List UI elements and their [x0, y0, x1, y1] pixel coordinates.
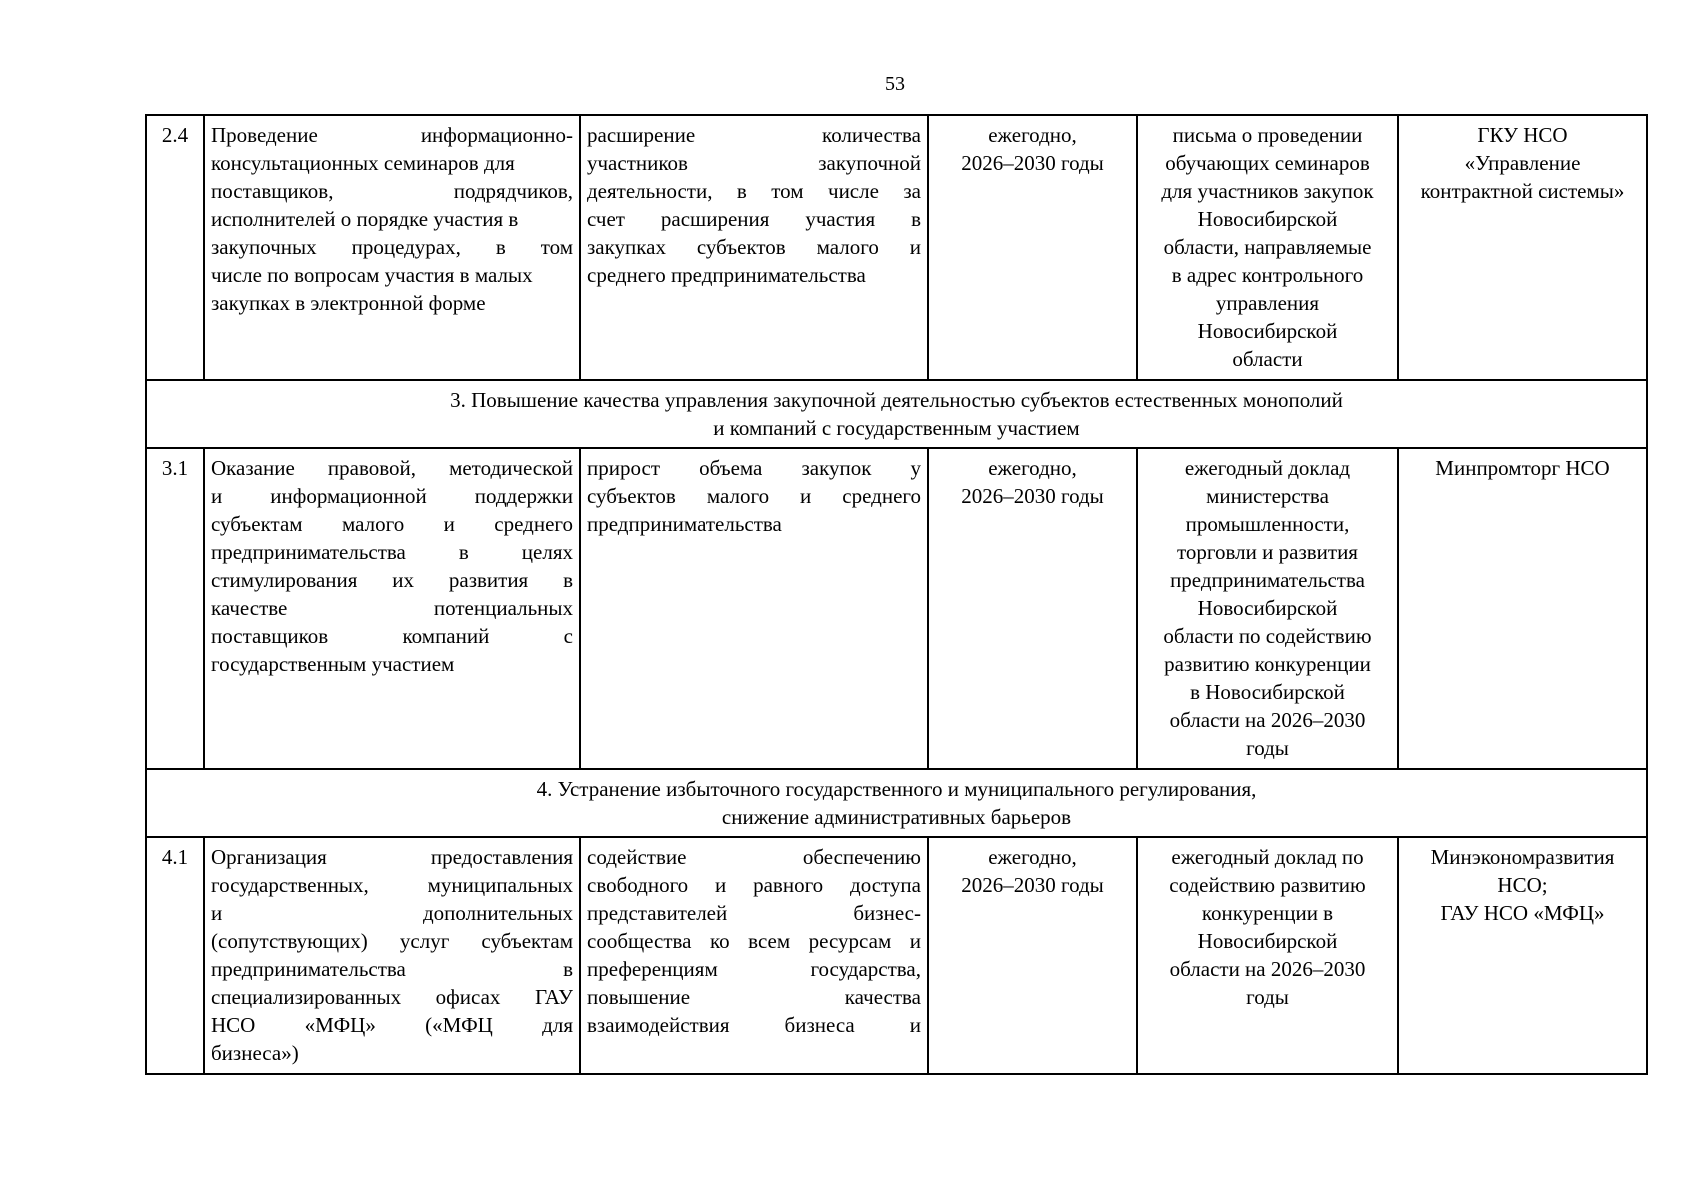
section-heading-3: 3. Повышение качества управления закупочной деятельностью субъектов естественных монополий и компаний с государственным участием	[146, 380, 1647, 448]
deadline-cell: ежегодно, 2026–2030 годы	[928, 115, 1137, 380]
result-cell: содействие обеспечению свободного и равного доступа представителей бизнес- сообщества ко всем ресурсам и преференциям государства, повышение качества взаимодействия бизнеса и	[580, 837, 928, 1074]
executor-cell: Минпромторг НСО	[1398, 448, 1647, 769]
section-row	[146, 380, 1647, 448]
page-number: 53	[885, 73, 905, 95]
result-cell: прирост объема закупок у субъектов малого и среднего предпринимательства	[580, 448, 928, 769]
executor-cell: Минэкономразвития НСО; ГАУ НСО «МФЦ»	[1398, 837, 1647, 1074]
row-number: 4.1	[146, 837, 204, 1074]
event-cell: Организация предоставления государственных, муниципальных и дополнительных (сопутствующих) услуг субъектам предпринимательства в специализированных офисах ГАУ НСО «МФЦ» («МФЦ для бизнеса»)	[204, 837, 580, 1074]
document-cell: ежегодный доклад по содействию развитию конкуренции в Новосибирской области на 2026–2030 годы	[1137, 837, 1398, 1074]
event-cell: Проведение информационно- консультационных семинаров для поставщиков, подрядчиков, исполнителей о порядке участия в закупочных процедурах, в том числе по вопросам участия в малых закупках в электронной форме	[204, 115, 580, 380]
row-number: 3.1	[146, 448, 204, 769]
result-cell: расширение количества участников закупочной деятельности, в том числе за счет расширения участия в закупках субъектов малого и среднего предпринимательства	[580, 115, 928, 380]
deadline-cell: ежегодно, 2026–2030 годы	[928, 448, 1137, 769]
table-row	[146, 448, 1647, 769]
section-heading-4: 4. Устранение избыточного государственного и муниципального регулирования, снижение административных барьеров	[146, 769, 1647, 837]
table-row	[146, 837, 1647, 1074]
document-cell: письма о проведении обучающих семинаров для участников закупок Новосибирской области, направляемые в адрес контрольного управления Новосибирской области	[1137, 115, 1398, 380]
row-number: 2.4	[146, 115, 204, 380]
measures-table	[145, 114, 1648, 1075]
executor-cell: ГКУ НСО «Управление контрактной системы»	[1398, 115, 1647, 380]
section-row	[146, 769, 1647, 837]
table-row	[146, 115, 1647, 380]
event-cell: Оказание правовой, методической и информационной поддержки субъектам малого и среднего предпринимательства в целях стимулирования их развития в качестве потенциальных поставщиков компаний с государственным участием	[204, 448, 580, 769]
document-cell: ежегодный доклад министерства промышленности, торговли и развития предпринимательства Новосибирской области по содействию развитию конкуренции в Новосибирской области на 2026–2030 годы	[1137, 448, 1398, 769]
deadline-cell: ежегодно, 2026–2030 годы	[928, 837, 1137, 1074]
